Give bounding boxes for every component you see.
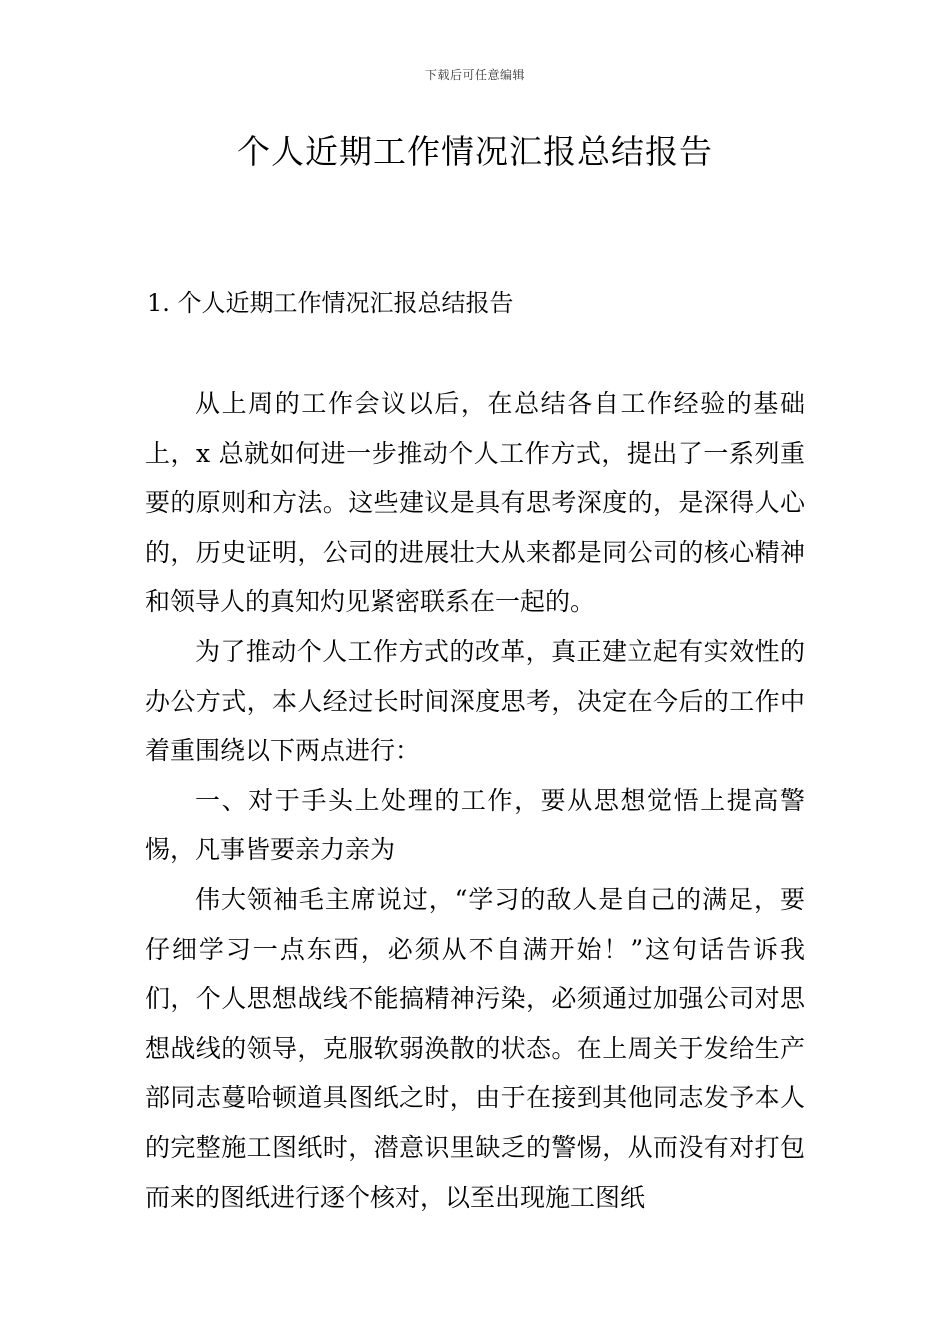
paragraph: 为了推动个人工作方式的改革，真正建立起有实效性的办公方式，本人经过长时间深度思考，决定在今后的工作中着重围绕以下两点进行： — [145, 636, 805, 766]
paragraph: 从上周的工作会议以后，在总结各自工作经验的基础上，x 总就如何进一步推动个人工作方式，提出了一系列重要的原则和方法。这些建议是具有思考深度的，是深得人心的，历史证明，公司的进展壮大从来都是同公司的核心精神和领导人的真知灼见紧密联系在一起的。 — [145, 389, 805, 617]
section-heading: 1. 个人近期工作情况汇报总结报告 — [147, 289, 514, 317]
paragraph: 伟大领袖毛主席说过，“学习的敌人是自己的满足，要仔细学习一点东西，必须从不自满开始！”这句话告诉我们，个人思想战线不能搞精神污染，必须通过加强公司对思想战线的领导，克服软弱涣散的状态。在上周关于发给生产部同志蔓哈顿道具图纸之时，由于在接到其他同志发予本人的完整施工图纸时，潜意识里缺乏的警惕，从而没有对打包而来的图纸进行逐个核对，以至出现施工图纸 — [145, 884, 805, 1212]
body-text — [145, 379, 805, 1222]
document-title: 个人近期工作情况汇报总结报告 — [237, 132, 713, 171]
paragraph: 一、对于手头上处理的工作，要从思想觉悟上提高警惕，凡事皆要亲力亲为 — [145, 785, 805, 865]
header-note: 下载后可任意编辑 — [424, 68, 525, 82]
